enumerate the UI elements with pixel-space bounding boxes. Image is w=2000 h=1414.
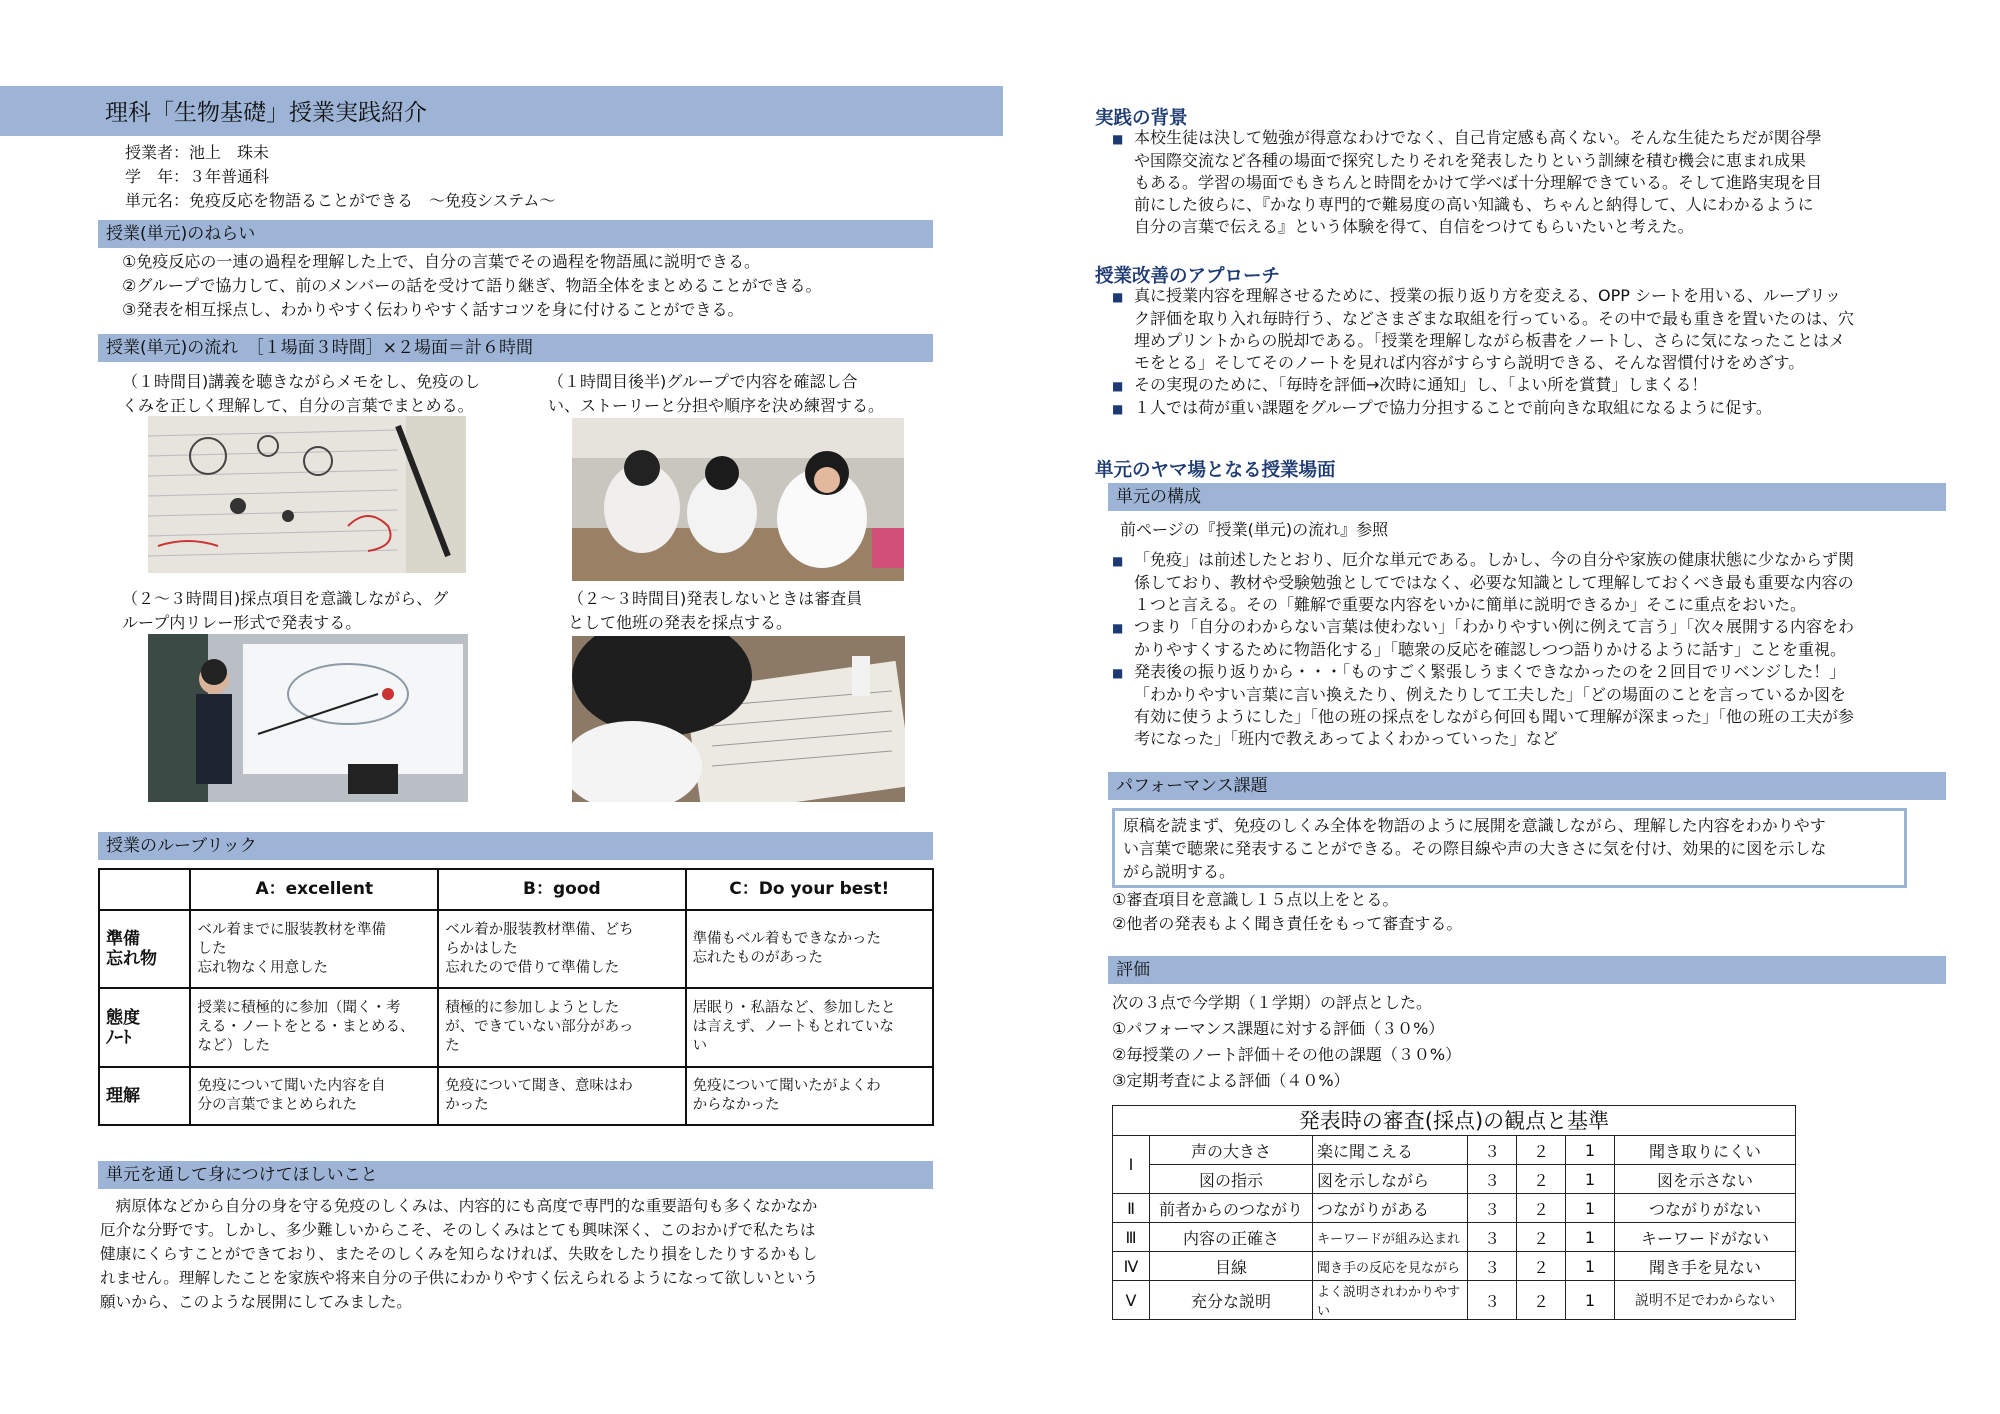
list-item: 次の３点で今学期（１学期）の評点とした。 (1112, 993, 1433, 1012)
bullet-icon: ■ (1112, 554, 1124, 568)
score-3: ３ (1468, 1136, 1517, 1165)
bullet-icon: ■ (1112, 379, 1124, 393)
score-1: 1 (1566, 1194, 1615, 1223)
criteria-group: Ⅰ (1113, 1136, 1150, 1194)
table-row (1113, 1252, 1796, 1281)
criteria-table (1112, 1135, 1796, 1320)
criteria-item: 図の指示 (1150, 1165, 1313, 1194)
performance-box (1112, 808, 1907, 888)
criteria-good: 楽に聞こえる (1313, 1136, 1468, 1165)
scoring-photo (572, 636, 905, 802)
text-line: １つと言える。その「難解で重要な内容をいかに簡単に説明できるか」そこに重点をおいた。 (1134, 595, 1807, 614)
structure-ref: 前ページの『授業(単元)の流れ』参照 (1120, 520, 1389, 539)
table-row (1113, 1281, 1796, 1320)
text-line: 係しており、教材や受験勉強としてではなく、必要な知識として理解しておくべき最も重要な内容の (1134, 573, 1854, 592)
text-line: モをとる」そしてそのノートを見れば内容がすらすら説明できる、そんな習慣付けをめざす。 (1134, 353, 1805, 372)
criteria-item: 目線 (1150, 1252, 1313, 1281)
table-row (1113, 1136, 1796, 1165)
caption-line: （２～３時間目)採点項目を意識しながら、グ (122, 589, 449, 608)
criteria-good: つながりがある (1313, 1194, 1468, 1223)
criteria-bad: キーワードがない (1615, 1223, 1796, 1252)
text-line: 埋めプリントからの脱却である。「授業を理解しながら板書をノートし、さらに気になったことはメ (1134, 331, 1845, 350)
criteria-good: キーワードが組み込まれ (1313, 1223, 1468, 1252)
score-3: ３ (1468, 1252, 1517, 1281)
rubric-row-label: 理解 (99, 1067, 190, 1125)
caption-line: （１時間目)講義を聴きながらメモをし、免疫のし (122, 372, 481, 391)
list-item: ■ 真に授業内容を理解させるために、授業の振り返り方を変える、OPP シートを用いる、ルーブリッ (1112, 285, 1854, 308)
goal-line: 健康にくらすことができており、またそのしくみを知らなければ、失敗をしたり損をしたりするかもし (100, 1245, 818, 1263)
list-item: ①審査項目を意識し１５点以上をとる。 (1112, 890, 1399, 909)
list-item: ②毎授業のノート評価＋その他の課題（３０%） (1112, 1045, 1462, 1064)
goal-line: れません。理解したことを家族や将来自分の子供にわかりやすく伝えられるようになって欲しいという (100, 1269, 819, 1287)
page-title: 理科「生物基礎」授業実践紹介 (105, 100, 427, 126)
table-row (99, 988, 933, 1067)
text-line: 有効に使うようにした」「他の班の採点をしながら何回も聞いて理解が深まった」「他の班の工夫が参 (1134, 707, 1855, 726)
aim-item: ②グループで協力して、前のメンバーの話を受けて語り継ぎ、物語全体をまとめることができる。 (122, 276, 822, 295)
highlight-heading: 単元のヤマ場となる授業場面 (1095, 460, 1336, 481)
rubric-cell: ベル着までに服装教材を準備 した 忘れ物なく用意した (190, 910, 438, 988)
table-row (1113, 1194, 1796, 1223)
list-item: ■ その実現のために、「毎時を評価→次時に通知」し、「よい所を賞賛」しまくる！ (1112, 374, 1854, 397)
score-3: ３ (1468, 1281, 1517, 1320)
aims-heading: 授業(単元)のねらい (98, 220, 933, 248)
list-item: ③定期考査による評価（４０%） (1112, 1071, 1350, 1090)
rubric-heading: 授業のルーブリック (98, 832, 933, 860)
lesson-meta (125, 141, 555, 213)
score-1: 1 (1566, 1281, 1615, 1320)
list-item: ■ つまり「自分のわからない言葉は使わない」「わかりやすい例に例えて言う」「次々展開する内容をわ (1112, 616, 1854, 639)
bullet-icon: ■ (1112, 132, 1124, 146)
aims-list (122, 250, 821, 322)
criteria-item: 前者からのつながり (1150, 1194, 1313, 1223)
list-item: ■ 発表後の振り返りから・・・「ものすごく緊張しうまくできなかったのを２回目でリベンジした！」 (1112, 661, 1854, 684)
text-line: 前にした彼らに、『かなり専門的で難易度の高い知識も、ちゃんと納得して、人にわかるように (1134, 195, 1814, 214)
criteria-bad: つながりがない (1615, 1194, 1796, 1223)
text-line: 考になった」「班内で教えあってよくわかっていった」など (1134, 729, 1558, 748)
approach-list (1112, 285, 1854, 420)
score-2: ２ (1517, 1194, 1566, 1223)
caption-line: として他班の発表を採点する。 (568, 613, 793, 632)
flow-heading: 授業(単元)の流れ ［１場面３時間］×２場面＝計６時間 (98, 334, 933, 362)
goal-line: 厄介な分野です。しかし、多少難しいからこそ、そのしくみはとても興味深く、このおかげで私たちは (100, 1221, 816, 1239)
group-photo (572, 418, 904, 581)
flow-caption-3 (122, 587, 448, 635)
text-line: 自分の言葉で伝える』という体験を得て、自信をつけてもらいたいと考えた。 (1134, 217, 1694, 236)
aim-item: ③発表を相互採点し、わかりやすく伝わりやすく話すコツを身に付けることができる。 (122, 300, 744, 319)
classroom-illustration (572, 418, 904, 581)
flow-caption-2 (548, 370, 884, 418)
criteria-title: 発表時の審査(採点)の観点と基準 (1112, 1105, 1796, 1135)
unit-name: 単元名：免疫反応を物語ることができる ～免疫システム～ (125, 191, 556, 210)
rubric-col-b: B：good (438, 869, 685, 910)
score-2: ２ (1517, 1165, 1566, 1194)
list-item: ■ 本校生徒は決して勉強が得意なわけでなく、自己肯定感も高くない。そんな生徒たちだが関谷學 (1112, 127, 1822, 150)
criteria-bad: 聞き手を見ない (1615, 1252, 1796, 1281)
notebook-illustration (148, 416, 466, 573)
list-item: ■ 「免疫」は前述したとおり、厄介な単元である。しかし、今の自分や家族の健康状態に少なからず関 (1112, 549, 1854, 572)
text-line: 「わかりやすい言葉に言い換えたり、例えたりして工夫した」「どの場面のことを言っているか図を (1134, 685, 1847, 704)
evaluation-list (1112, 990, 1461, 1094)
rubric-row-label: 態度 ﾉｰﾄ (99, 988, 190, 1067)
criteria-group: Ⅱ (1113, 1194, 1150, 1223)
performance-items (1112, 888, 1462, 936)
score-3: ３ (1468, 1223, 1517, 1252)
aim-item: ①免疫反応の一連の過程を理解した上で、自分の言葉でその過程を物語風に説明できる。 (122, 252, 761, 271)
criteria-good: 図を示しながら (1313, 1165, 1468, 1194)
list-item: ②他者の発表もよく聞き責任をもって審査する。 (1112, 914, 1463, 933)
title-bar (0, 86, 1003, 136)
criteria-bad: 図を示さない (1615, 1165, 1796, 1194)
score-2: ２ (1517, 1252, 1566, 1281)
list-item: ①パフォーマンス課題に対する評価（３０%） (1112, 1019, 1445, 1038)
rubric-cell: 授業に積極的に参加（聞く・考 える・ノートをとる・まとめる、 など）した (190, 988, 438, 1067)
grade: 学 年：３年普通科 (125, 167, 270, 186)
criteria-item: 内容の正確さ (1150, 1223, 1313, 1252)
criteria-group: Ⅲ (1113, 1223, 1150, 1252)
box-line: 原稿を読まず、免疫のしくみ全体を物語のように展開を意識しながら、理解した内容をわかりやす (1123, 816, 1826, 835)
criteria-group: Ⅳ (1113, 1252, 1150, 1281)
criteria-item: 声の大きさ (1150, 1136, 1313, 1165)
score-2: ２ (1517, 1281, 1566, 1320)
presentation-photo (148, 634, 468, 802)
highlight-list (1112, 549, 1854, 750)
approach-heading: 授業改善のアプローチ (1095, 266, 1281, 287)
rubric-table (98, 868, 934, 1126)
presentation-illustration (148, 634, 468, 802)
rubric-cell: 免疫について聞き、意味はわ かった (438, 1067, 685, 1125)
table-row (1113, 1223, 1796, 1252)
table-row (99, 910, 933, 988)
score-1: 1 (1566, 1136, 1615, 1165)
rubric-cell: 準備もベル着もできなかった 忘れたものがあった (686, 910, 933, 988)
table-row (99, 1067, 933, 1125)
rubric-cell: 積極的に参加しようとした が、できていない部分があっ た (438, 988, 685, 1067)
performance-heading: パフォーマンス課題 (1108, 772, 1946, 800)
score-1: 1 (1566, 1165, 1615, 1194)
caption-line: （１時間目後半)グループで内容を確認し合 (548, 372, 858, 391)
score-1: 1 (1566, 1223, 1615, 1252)
rubric-cell: 居眠り・私語など、参加したと は言えず、ノートもとれていな い (686, 988, 933, 1067)
rubric-col-c: C：Do your best! (686, 869, 933, 910)
criteria-good: よく説明されわかりやすい (1313, 1281, 1468, 1320)
goal-line: 病原体などから自分の身を守る免疫のしくみは、内容的にも高度で専門的な重要語句も多くなかなか (100, 1197, 818, 1215)
goal-heading: 単元を通して身につけてほしいこと (98, 1161, 933, 1189)
caption-line: ループ内リレー形式で発表する。 (122, 613, 362, 632)
goal-line: 願いから、このような展開にしてみました。 (100, 1293, 412, 1311)
text-line: や国際交流など各種の場面で探究したりそれを発表したりという訓練を積む機会に恵まれ成果 (1134, 151, 1807, 170)
evaluation-heading: 評価 (1108, 956, 1946, 984)
rubric-cell: 免疫について聞いた内容を自 分の言葉でまとめられた (190, 1067, 438, 1125)
bullet-icon: ■ (1112, 402, 1124, 416)
teacher: 授業者：池上 珠未 (125, 143, 270, 162)
box-line: がら説明する。 (1123, 862, 1236, 881)
bullet-icon: ■ (1112, 290, 1124, 304)
list-item: ■ １人では荷が重い課題をグループで協力分担することで前向きな取組になるように促す。 (1112, 397, 1854, 420)
flow-caption-4 (568, 587, 862, 635)
table-row (1113, 1165, 1796, 1194)
criteria-item: 充分な説明 (1150, 1281, 1313, 1320)
rubric-row-label: 準備 忘れ物 (99, 910, 190, 988)
criteria-bad: 説明不足でわからない (1615, 1281, 1796, 1320)
score-3: ３ (1468, 1165, 1517, 1194)
criteria-bad: 聞き取りにくい (1615, 1136, 1796, 1165)
text-line: ク評価を取り入れ毎時行う、などさまざまな取組を行っている。その中で最も重きを置いたのは、穴 (1134, 309, 1855, 328)
scoring-illustration (572, 636, 905, 802)
bullet-icon: ■ (1112, 621, 1124, 635)
rubric-header-row (99, 869, 933, 910)
rubric-cell: ベル着か服装教材準備、どち らかはした 忘れたので借りて準備した (438, 910, 685, 988)
score-2: ２ (1517, 1223, 1566, 1252)
criteria-good: 聞き手の反応を見ながら (1313, 1252, 1468, 1281)
background-heading: 実践の背景 (1095, 108, 1188, 129)
text-line: もある。学習の場面でもきちんと時間をかけて学べば十分理解できている。そして進路実現を目 (1134, 173, 1823, 192)
criteria-group: Ⅴ (1113, 1281, 1150, 1320)
goal-text (100, 1194, 818, 1314)
flow-caption-1 (122, 370, 480, 418)
score-2: ２ (1517, 1136, 1566, 1165)
caption-line: （２～３時間目)発表しないときは審査員 (568, 589, 863, 608)
score-3: ３ (1468, 1194, 1517, 1223)
rubric-corner (99, 869, 190, 910)
caption-line: い、ストーリーと分担や順序を決め練習する。 (548, 396, 885, 415)
background-text (1112, 127, 1822, 238)
rubric-col-a: A：excellent (190, 869, 438, 910)
bullet-icon: ■ (1112, 666, 1124, 680)
box-line: い言葉で聴衆に発表することができる。その際目線や声の大きさに気を付け、効果的に図を示しな (1123, 839, 1827, 858)
caption-line: くみを正しく理解して、自分の言葉でまとめる。 (122, 396, 474, 415)
score-1: 1 (1566, 1252, 1615, 1281)
structure-heading: 単元の構成 (1108, 483, 1946, 511)
text-line: かりやすくするために物語化する」「聴衆の反応を確認しつつ語りかけるように話す」ことを重視。 (1134, 640, 1847, 659)
notebook-photo (148, 416, 466, 573)
rubric-cell: 免疫について聞いたがよくわ からなかった (686, 1067, 933, 1125)
